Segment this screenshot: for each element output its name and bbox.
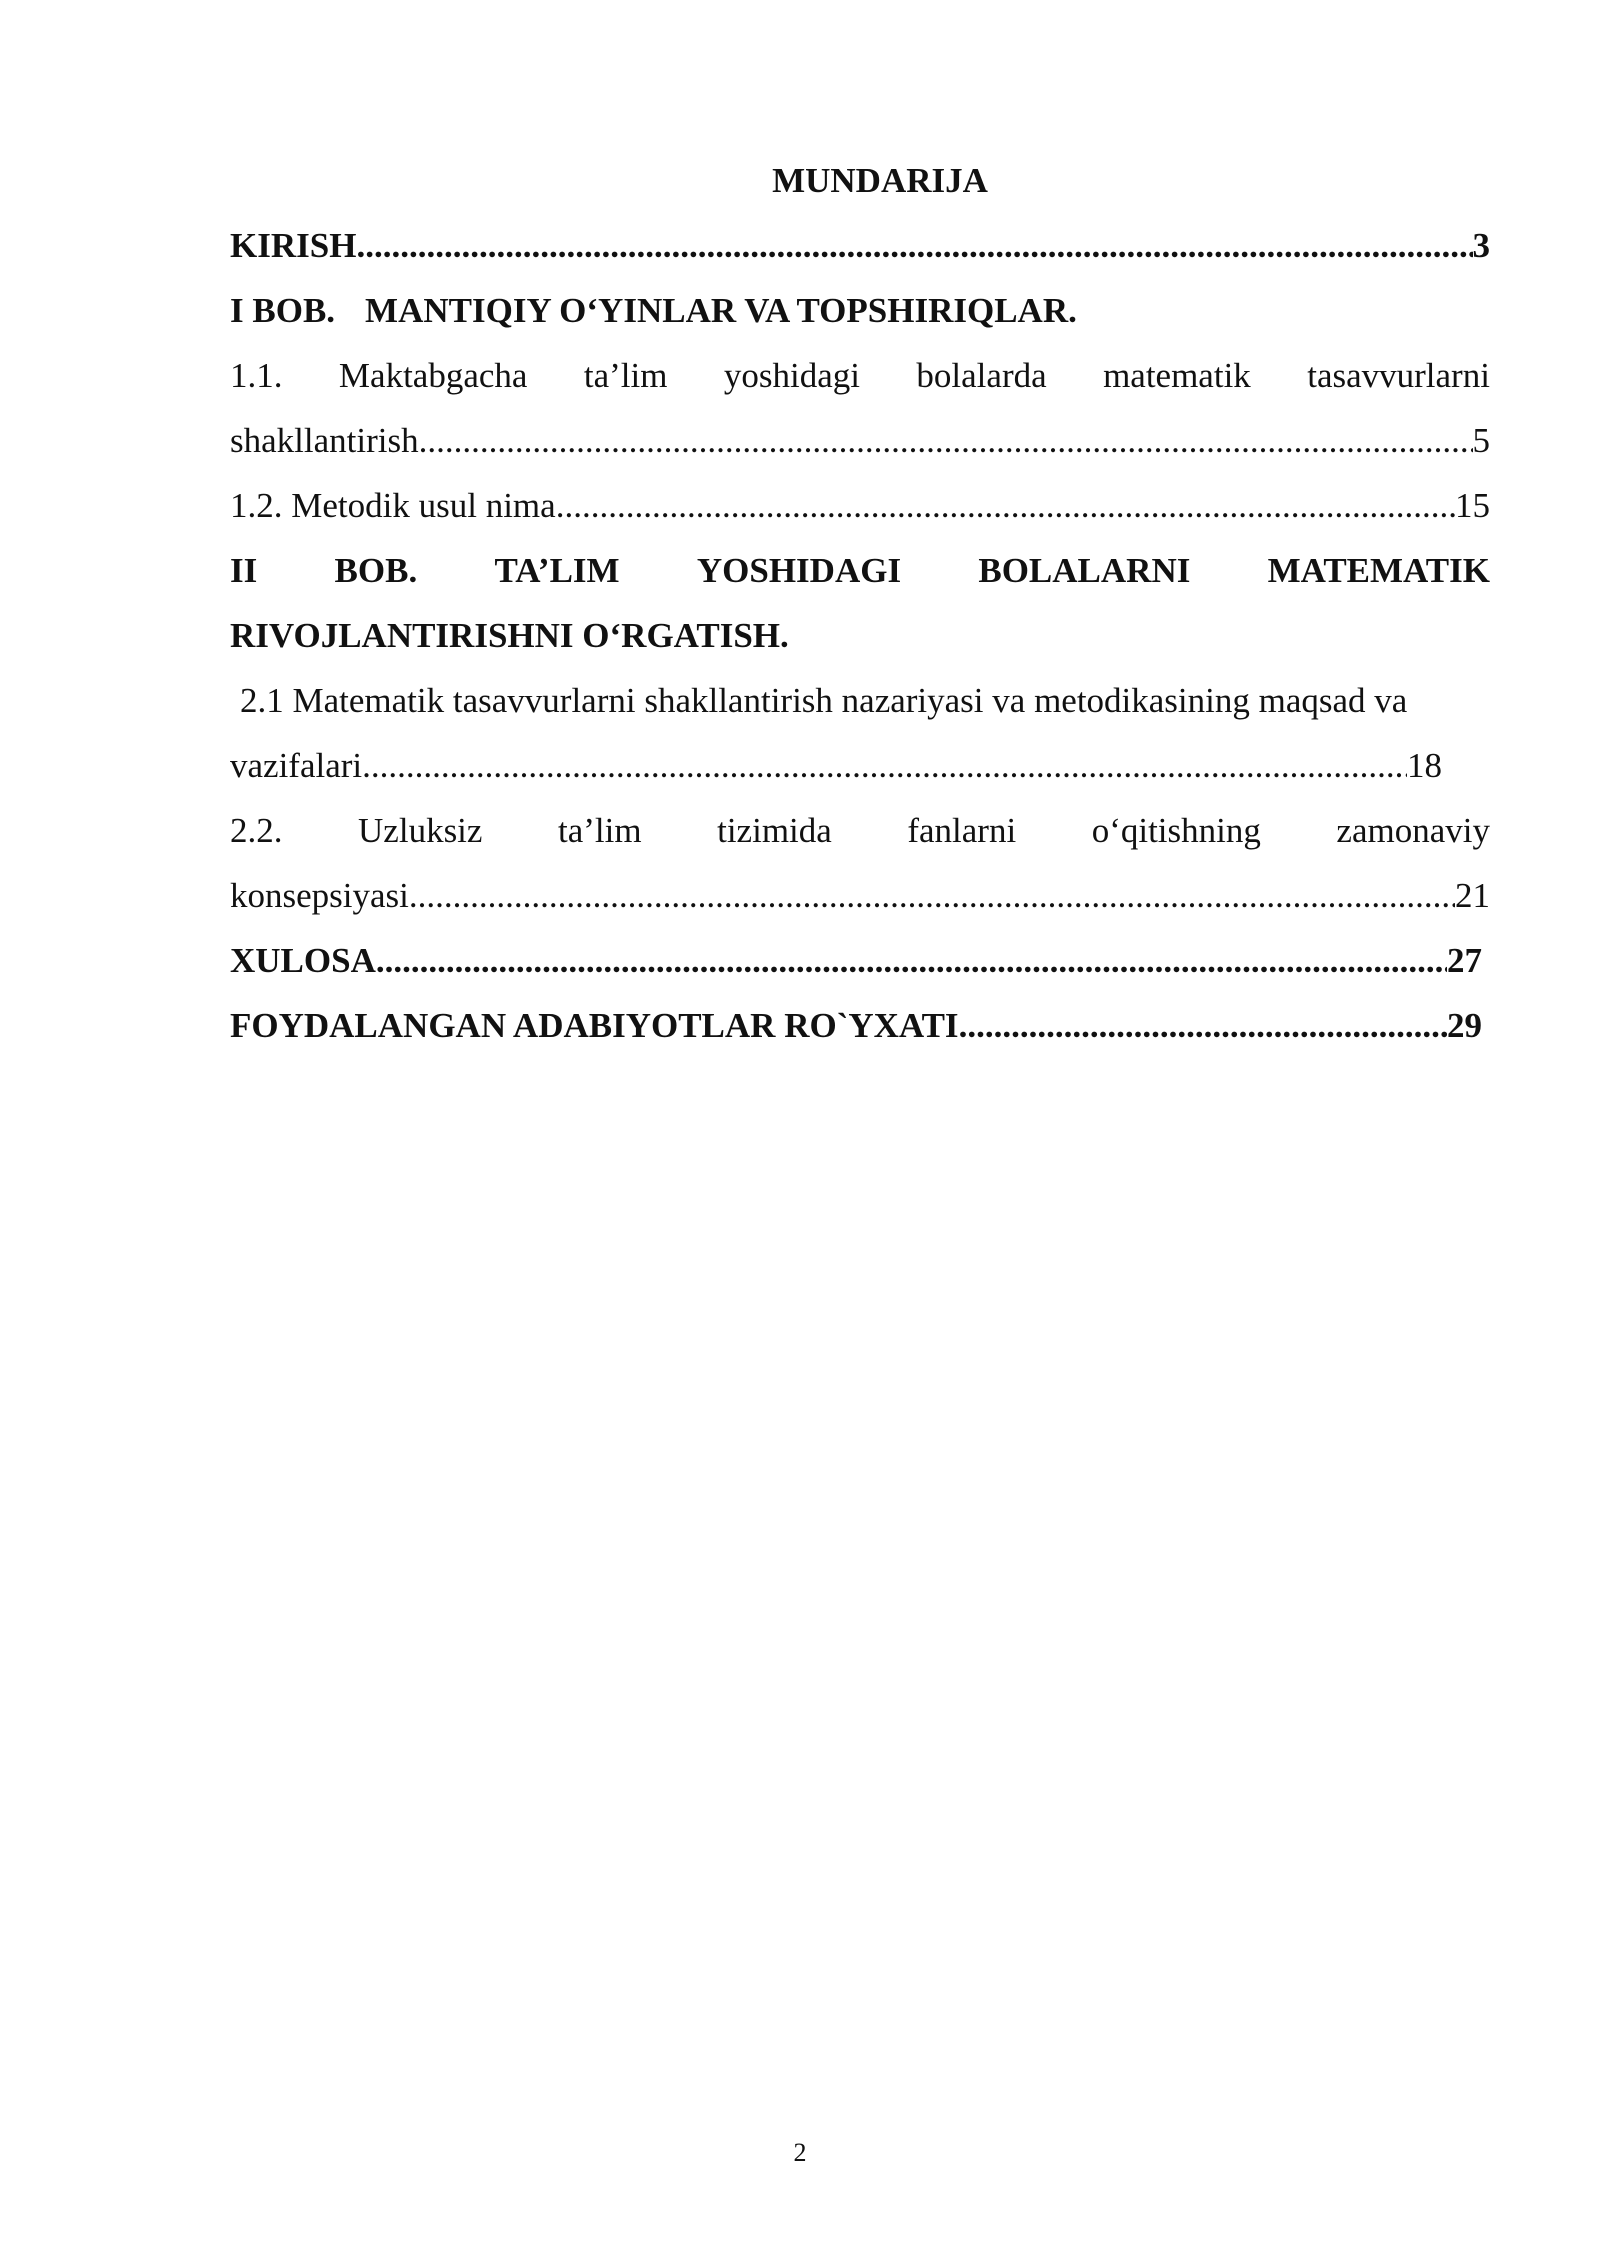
toc-entry-label: KIRISH [230,226,357,265]
word: BOLALARNI [978,551,1191,590]
toc-entry-2-1-line2 [230,733,1442,798]
word: YOSHIDAGI [696,551,902,590]
toc-entry-label: vazifalari [230,746,363,785]
toc-entry-label: shakllantirish [230,421,419,460]
word: BOB. [334,551,418,590]
word: o‘qitishning [1091,811,1261,850]
toc-entry-1-1-line1 [230,343,1490,408]
toc-entry-kirish [230,213,1490,278]
toc-entry-2-1-line1: 2.1 Matematik tasavvurlarni shakllantirish nazariyasi va metodikasining maqsad va [240,681,1408,720]
word: Maktabgacha [338,356,528,395]
toc-entry-page: 27 [1447,941,1482,980]
toc-entry-page: 18 [1407,746,1442,785]
toc-entry-label: konsepsiyasi [230,876,409,915]
toc-entry-2-2-line2 [230,863,1490,928]
dot-leader [356,213,1472,278]
word: tizimida [717,811,832,850]
word: 1.1. [230,356,283,395]
toc-entry-page: 21 [1455,876,1490,915]
toc-title: MUNDARIJA [772,161,988,200]
word: yoshidagi [723,356,860,395]
toc-entry-2-2-line1 [230,798,1490,863]
toc-entry-1-1-line2 [230,408,1490,473]
word: tasavvurlarni [1307,356,1490,395]
toc-entry-1-2 [230,473,1490,538]
page-number: 2 [793,2138,807,2167]
toc-chapter-1 [230,278,1490,343]
toc-entry-page: 3 [1472,226,1490,265]
table-of-contents [230,148,1490,1058]
dot-leader [362,733,1407,798]
toc-entry-adabiyotlar [230,993,1482,1058]
chapter-number: I BOB. [230,291,336,330]
toc-entry-page: 29 [1447,1006,1482,1045]
toc-chapter-2-line1 [230,538,1490,603]
word: ta’lim [583,356,668,395]
dot-leader [409,863,1455,928]
dot-leader [376,928,1447,993]
toc-entry-page: 15 [1455,486,1490,525]
word: ta’lim [557,811,642,850]
toc-entry-page: 5 [1472,421,1490,460]
chapter-title: MANTIQIY O‘YINLAR VA TOPSHIRIQLAR. [365,291,1077,330]
word: 2.2. [230,811,283,850]
toc-chapter-2-line2: RIVOJLANTIRISHNI O‘RGATISH. [230,616,789,655]
dot-leader [556,473,1455,538]
toc-entry-label: 1.2. Metodik usul nima [230,486,556,525]
word: matematik [1103,356,1251,395]
word: II [230,551,258,590]
word: fanlarni [907,811,1017,850]
word: bolalarda [916,356,1047,395]
toc-entry-xulosa [230,928,1482,993]
word: MATEMATIK [1267,551,1490,590]
word: Uzluksiz [358,811,483,850]
toc-entry-label: FOYDALANGAN ADABIYOTLAR RO`YXATI [230,1006,959,1045]
word: TA’LIM [494,551,620,590]
word: zamonaviy [1336,811,1490,850]
toc-entry-label: XULOSA [230,941,376,980]
dot-leader [419,408,1473,473]
dot-leader [959,993,1447,1058]
